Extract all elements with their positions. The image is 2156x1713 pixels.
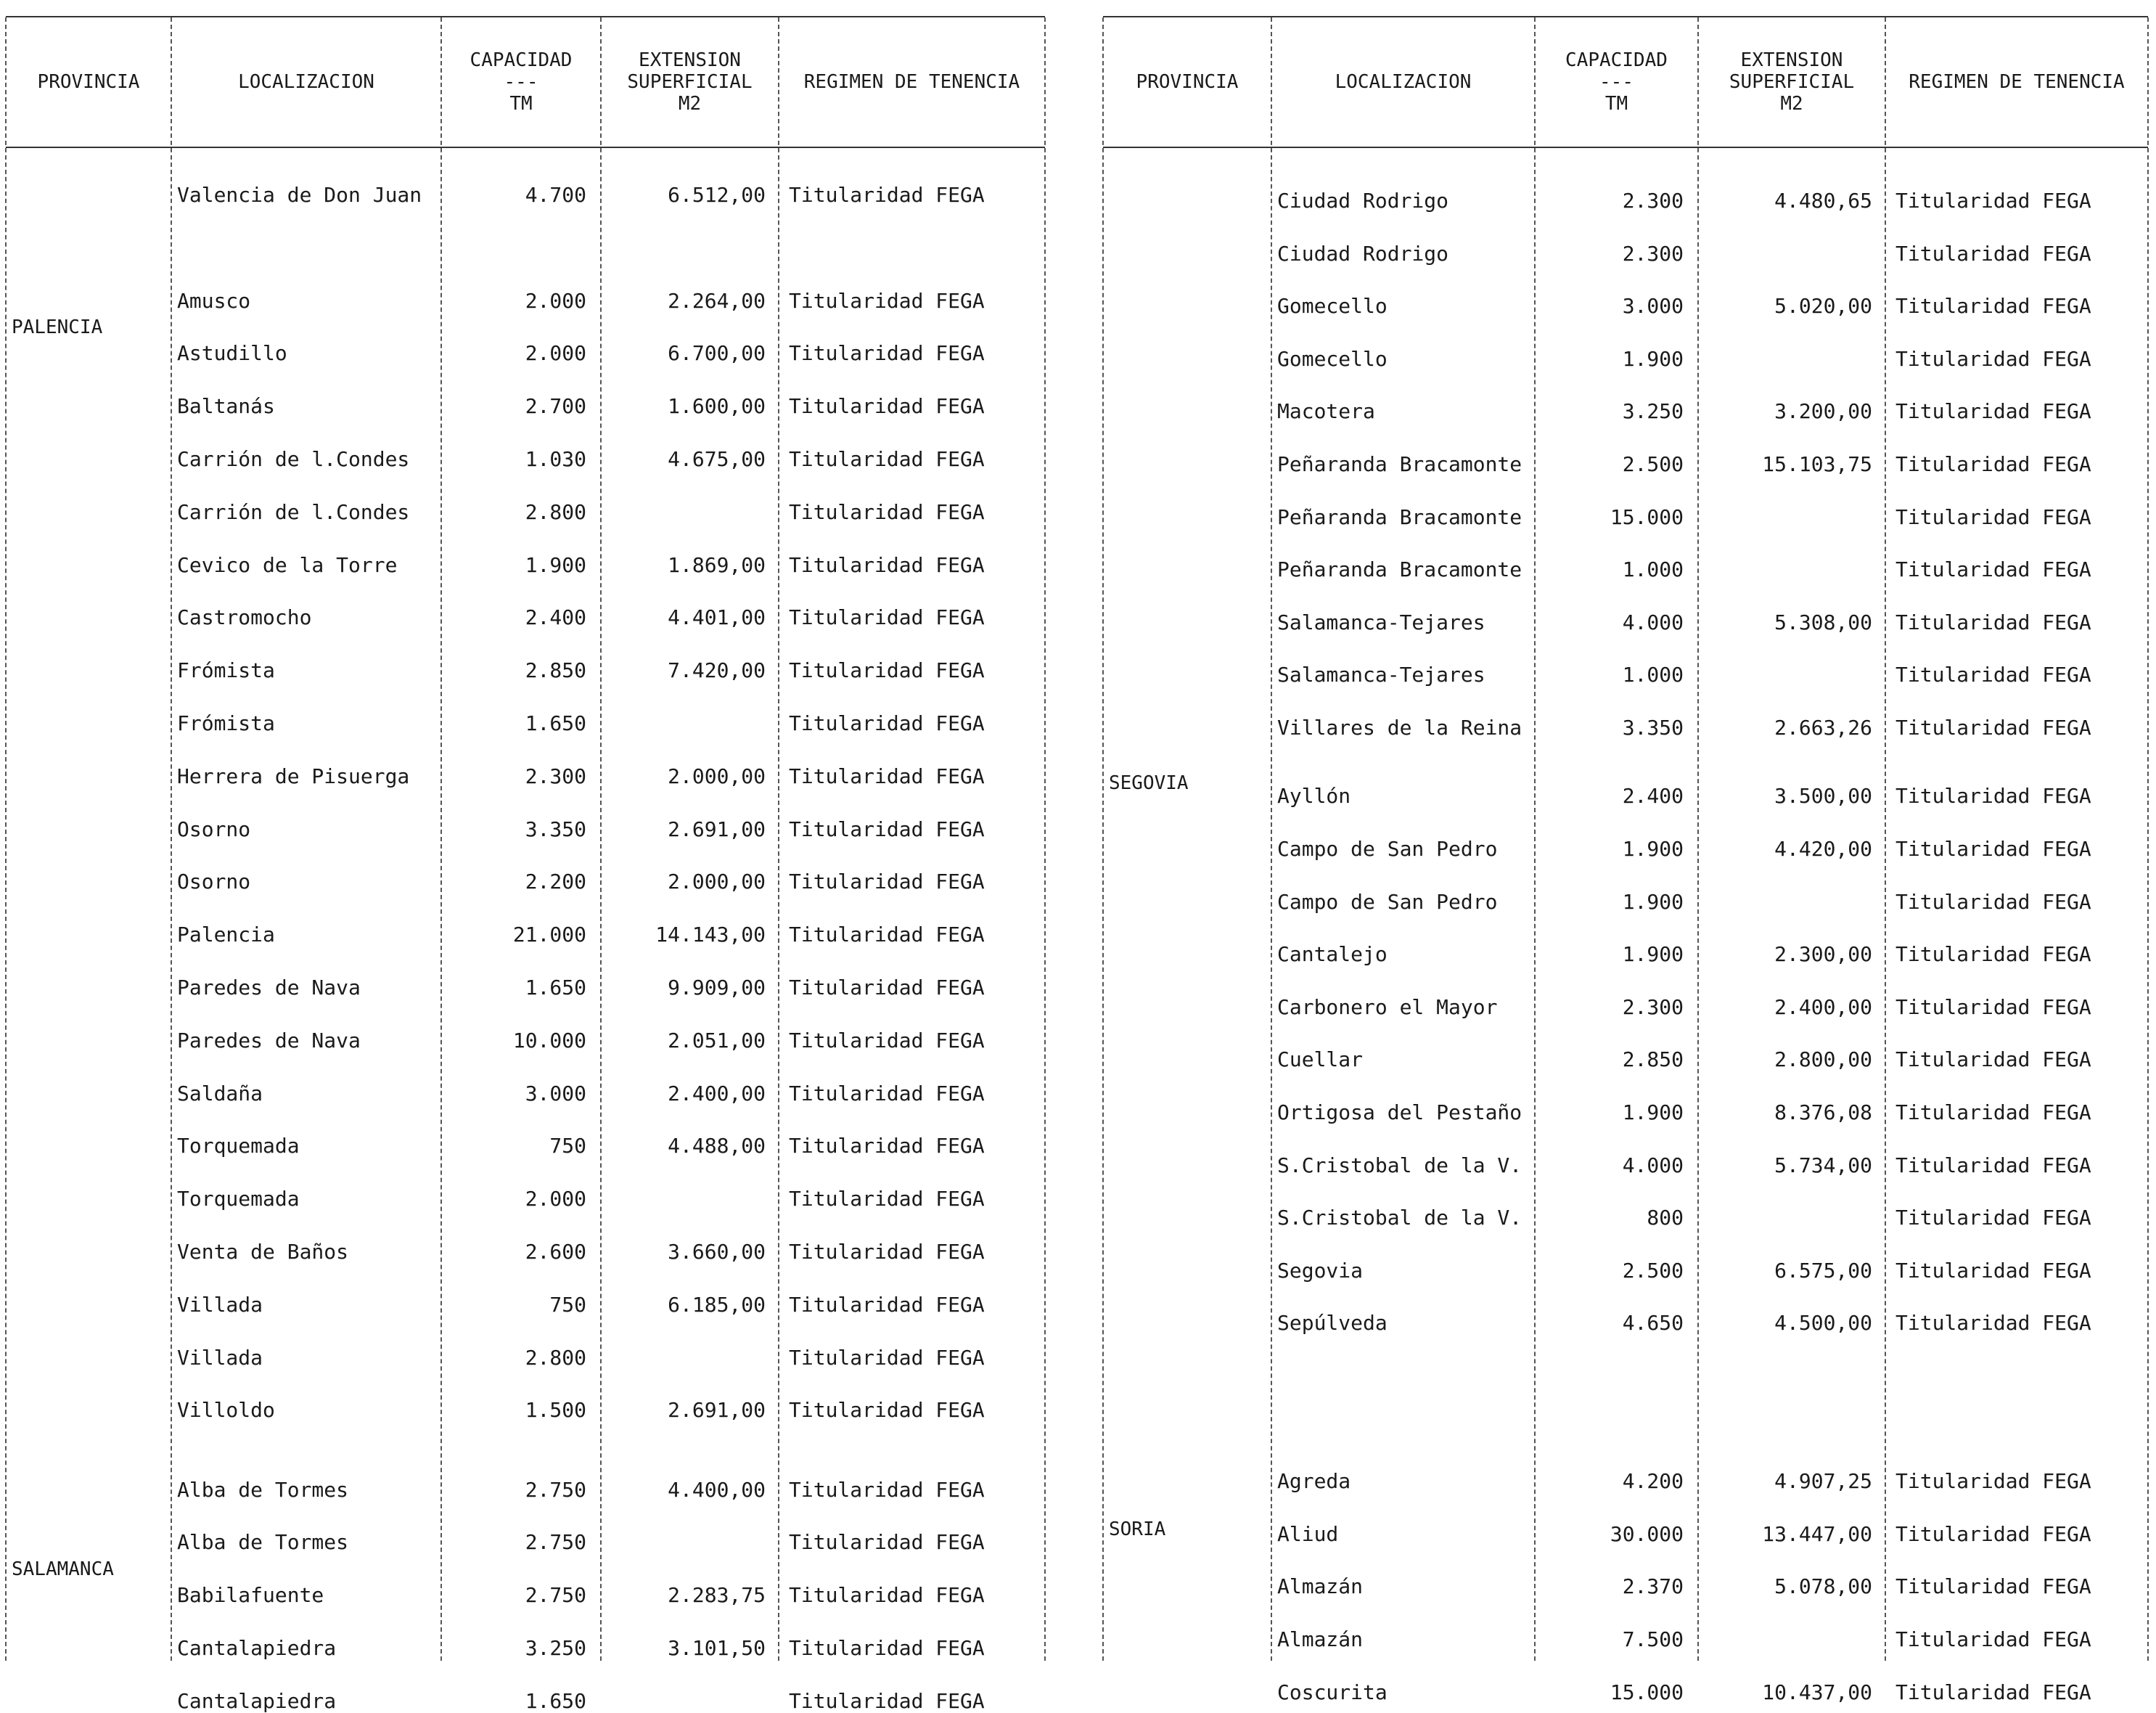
extension-cell: 4.500,00 bbox=[1774, 1311, 1872, 1336]
location-cell: Cantalapiedra bbox=[177, 1636, 337, 1660]
column-rule bbox=[1271, 17, 1272, 1661]
regimen-cell: Titularidad FEGA bbox=[1895, 557, 2091, 582]
extension-cell: 5.020,00 bbox=[1774, 294, 1872, 319]
regimen-cell: Titularidad FEGA bbox=[789, 447, 985, 471]
capacity-cell: 2.800 bbox=[525, 1345, 586, 1370]
capacity-cell: 1.650 bbox=[525, 711, 586, 735]
capacity-cell: 4.650 bbox=[1622, 1311, 1684, 1336]
location-cell: Astudillo bbox=[177, 341, 287, 366]
extension-cell: 4.675,00 bbox=[668, 447, 766, 471]
capacity-cell: 4.000 bbox=[1622, 1153, 1684, 1177]
location-cell: Venta de Baños bbox=[177, 1240, 349, 1264]
table-header bbox=[6, 17, 1045, 148]
column-rule bbox=[1102, 17, 1104, 1661]
extension-cell: 2.691,00 bbox=[668, 1398, 766, 1423]
location-cell: Babilafuente bbox=[177, 1583, 324, 1608]
regimen-cell: Titularidad FEGA bbox=[1895, 399, 2091, 424]
column-rule bbox=[5, 17, 7, 1661]
location-cell: Carrión de l.Condes bbox=[177, 447, 410, 471]
extension-cell: 2.800,00 bbox=[1774, 1047, 1872, 1072]
extension-cell: 5.078,00 bbox=[1774, 1574, 1872, 1599]
location-cell: Gomecello bbox=[1277, 294, 1388, 319]
regimen-cell: Titularidad FEGA bbox=[1895, 994, 2091, 1019]
location-cell: Frómista bbox=[177, 658, 275, 683]
regimen-cell: Titularidad FEGA bbox=[789, 870, 985, 894]
capacity-cell: 2.400 bbox=[1622, 784, 1684, 809]
location-cell: Campo de San Pedro bbox=[1277, 889, 1498, 914]
capacity-cell: 3.000 bbox=[525, 1081, 586, 1105]
regimen-cell: Titularidad FEGA bbox=[1895, 1627, 2091, 1651]
location-cell: Baltanás bbox=[177, 394, 275, 419]
header-extension: EXTENSION SUPERFICIAL M2 bbox=[627, 49, 753, 115]
regimen-cell: Titularidad FEGA bbox=[789, 394, 985, 419]
header-provincia: PROVINCIA bbox=[37, 71, 140, 93]
regimen-cell: Titularidad FEGA bbox=[1895, 1574, 2091, 1599]
capacity-cell: 2.300 bbox=[1622, 241, 1684, 266]
capacity-cell: 750 bbox=[549, 1134, 586, 1158]
table-left bbox=[6, 16, 1045, 1713]
location-cell: Salamanca-Tejares bbox=[1277, 663, 1485, 687]
regimen-cell: Titularidad FEGA bbox=[789, 1636, 985, 1660]
location-cell: Saldaña bbox=[177, 1081, 263, 1105]
extension-cell: 6.575,00 bbox=[1774, 1258, 1872, 1283]
capacity-cell: 30.000 bbox=[1610, 1521, 1684, 1546]
regimen-cell: Titularidad FEGA bbox=[789, 1583, 985, 1608]
location-cell: Cantalapiedra bbox=[177, 1688, 337, 1713]
regimen-cell: Titularidad FEGA bbox=[1895, 452, 2091, 476]
extension-cell: 13.447,00 bbox=[1762, 1521, 1872, 1546]
capacity-cell: 750 bbox=[549, 1292, 586, 1317]
capacity-cell: 7.500 bbox=[1622, 1627, 1684, 1651]
regimen-cell: Titularidad FEGA bbox=[1895, 1521, 2091, 1546]
capacity-cell: 2.850 bbox=[525, 658, 586, 683]
capacity-cell: 800 bbox=[1647, 1206, 1684, 1230]
extension-cell: 2.264,00 bbox=[668, 288, 766, 313]
regimen-cell: Titularidad FEGA bbox=[789, 764, 985, 788]
location-cell: Villoldo bbox=[177, 1398, 275, 1423]
location-cell: Ciudad Rodrigo bbox=[1277, 241, 1449, 266]
location-cell: Amusco bbox=[177, 288, 251, 313]
location-cell: Peñaranda Bracamonte bbox=[1277, 452, 1522, 476]
location-cell: Palencia bbox=[177, 923, 275, 947]
capacity-cell: 2.750 bbox=[525, 1477, 586, 1502]
extension-cell: 3.500,00 bbox=[1774, 784, 1872, 809]
capacity-cell: 1.900 bbox=[1622, 1100, 1684, 1124]
regimen-cell: Titularidad FEGA bbox=[789, 817, 985, 841]
capacity-cell: 2.800 bbox=[525, 499, 586, 524]
capacity-cell: 3.000 bbox=[1622, 294, 1684, 319]
regimen-cell: Titularidad FEGA bbox=[1895, 836, 2091, 861]
regimen-cell: Titularidad FEGA bbox=[789, 1028, 985, 1052]
location-cell: Macotera bbox=[1277, 399, 1375, 424]
header-extension: EXTENSION SUPERFICIAL M2 bbox=[1729, 49, 1855, 115]
location-cell: Villares de la Reina bbox=[1277, 716, 1522, 740]
regimen-cell: Titularidad FEGA bbox=[1895, 294, 2091, 319]
regimen-cell: Titularidad FEGA bbox=[1895, 189, 2091, 213]
location-cell: Aliud bbox=[1277, 1521, 1339, 1546]
capacity-cell: 2.370 bbox=[1622, 1574, 1684, 1599]
column-rule bbox=[171, 17, 172, 1661]
regimen-cell: Titularidad FEGA bbox=[1895, 504, 2091, 529]
extension-cell: 1.600,00 bbox=[668, 394, 766, 419]
capacity-cell: 2.300 bbox=[1622, 994, 1684, 1019]
capacity-cell: 1.000 bbox=[1622, 663, 1684, 687]
capacity-cell: 3.250 bbox=[525, 1636, 586, 1660]
extension-cell: 2.691,00 bbox=[668, 817, 766, 841]
regimen-cell: Titularidad FEGA bbox=[1895, 241, 2091, 266]
header-capacidad: CAPACIDAD --- TM bbox=[470, 49, 573, 115]
capacity-cell: 4.200 bbox=[1622, 1469, 1684, 1494]
extension-cell: 2.663,26 bbox=[1774, 716, 1872, 740]
capacity-cell: 15.000 bbox=[1610, 504, 1684, 529]
location-cell: Villada bbox=[177, 1345, 263, 1370]
capacity-cell: 2.600 bbox=[525, 1240, 586, 1264]
capacity-cell: 2.300 bbox=[1622, 189, 1684, 213]
extension-cell: 4.480,65 bbox=[1774, 189, 1872, 213]
extension-cell: 6.512,00 bbox=[668, 183, 766, 207]
location-cell: Cuellar bbox=[1277, 1047, 1364, 1072]
regimen-cell: Titularidad FEGA bbox=[1895, 610, 2091, 634]
province-label: PALENCIA bbox=[12, 316, 103, 338]
location-cell: Paredes de Nava bbox=[177, 1028, 361, 1052]
capacity-cell: 2.000 bbox=[525, 288, 586, 313]
location-cell: Almazán bbox=[1277, 1574, 1364, 1599]
extension-cell: 1.869,00 bbox=[668, 552, 766, 577]
capacity-cell: 15.000 bbox=[1610, 1680, 1684, 1704]
regimen-cell: Titularidad FEGA bbox=[1895, 1469, 2091, 1494]
column-rule bbox=[1044, 17, 1046, 1661]
location-cell: Castromocho bbox=[177, 605, 312, 630]
table-header bbox=[1103, 17, 2148, 148]
location-cell: Carrión de l.Condes bbox=[177, 499, 410, 524]
capacity-cell: 1.900 bbox=[525, 552, 586, 577]
location-cell: Segovia bbox=[1277, 1258, 1364, 1283]
header-localizacion: LOCALIZACION bbox=[238, 71, 374, 93]
header-regimen: REGIMEN DE TENENCIA bbox=[1909, 71, 2125, 93]
regimen-cell: Titularidad FEGA bbox=[1895, 784, 2091, 809]
regimen-cell: Titularidad FEGA bbox=[789, 1398, 985, 1423]
regimen-cell: Titularidad FEGA bbox=[1895, 1311, 2091, 1336]
location-cell: Agreda bbox=[1277, 1469, 1351, 1494]
header-regimen: REGIMEN DE TENENCIA bbox=[803, 71, 1020, 93]
capacity-cell: 2.850 bbox=[1622, 1047, 1684, 1072]
capacity-cell: 3.250 bbox=[1622, 399, 1684, 424]
regimen-cell: Titularidad FEGA bbox=[1895, 889, 2091, 914]
regimen-cell: Titularidad FEGA bbox=[1895, 1047, 2091, 1072]
column-rule bbox=[778, 17, 779, 1661]
header-capacidad: CAPACIDAD --- TM bbox=[1565, 49, 1668, 115]
location-cell: Cantalejo bbox=[1277, 942, 1388, 967]
capacity-cell: 2.000 bbox=[525, 341, 586, 366]
location-cell: Peñaranda Bracamonte bbox=[1277, 557, 1522, 582]
column-rule bbox=[2147, 17, 2149, 1661]
regimen-cell: Titularidad FEGA bbox=[789, 605, 985, 630]
regimen-cell: Titularidad FEGA bbox=[789, 1240, 985, 1264]
regimen-cell: Titularidad FEGA bbox=[789, 1134, 985, 1158]
capacity-cell: 1.650 bbox=[525, 976, 586, 999]
location-cell: Osorno bbox=[177, 817, 251, 841]
regimen-cell: Titularidad FEGA bbox=[1895, 1258, 2091, 1283]
capacity-cell: 2.500 bbox=[1622, 452, 1684, 476]
extension-cell: 4.907,25 bbox=[1774, 1469, 1872, 1494]
regimen-cell: Titularidad FEGA bbox=[1895, 1206, 2091, 1230]
regimen-cell: Titularidad FEGA bbox=[789, 499, 985, 524]
extension-cell: 15.103,75 bbox=[1762, 452, 1872, 476]
extension-cell: 4.400,00 bbox=[668, 1477, 766, 1502]
capacity-cell: 4.000 bbox=[1622, 610, 1684, 634]
regimen-cell: Titularidad FEGA bbox=[789, 288, 985, 313]
regimen-cell: Titularidad FEGA bbox=[789, 1688, 985, 1713]
extension-cell: 3.660,00 bbox=[668, 1240, 766, 1264]
extension-cell: 2.400,00 bbox=[1774, 994, 1872, 1019]
regimen-cell: Titularidad FEGA bbox=[1895, 1680, 2091, 1704]
regimen-cell: Titularidad FEGA bbox=[1895, 1153, 2091, 1177]
header-localizacion: LOCALIZACION bbox=[1335, 71, 1472, 93]
extension-cell: 4.420,00 bbox=[1774, 836, 1872, 861]
capacity-cell: 2.200 bbox=[525, 870, 586, 894]
capacity-cell: 1.650 bbox=[525, 1688, 586, 1713]
location-cell: Campo de San Pedro bbox=[1277, 836, 1498, 861]
regimen-cell: Titularidad FEGA bbox=[789, 1081, 985, 1105]
capacity-cell: 4.700 bbox=[525, 183, 586, 207]
extension-cell: 2.283,75 bbox=[668, 1583, 766, 1608]
extension-cell: 6.700,00 bbox=[668, 341, 766, 366]
location-cell: Valencia de Don Juan bbox=[177, 183, 422, 207]
regimen-cell: Titularidad FEGA bbox=[789, 976, 985, 999]
capacity-cell: 1.900 bbox=[1622, 836, 1684, 861]
location-cell: Osorno bbox=[177, 870, 251, 894]
capacity-cell: 1.900 bbox=[1622, 942, 1684, 967]
province-label: SEGOVIA bbox=[1109, 772, 1189, 794]
location-cell: Torquemada bbox=[177, 1134, 300, 1158]
location-cell: Salamanca-Tejares bbox=[1277, 610, 1485, 634]
extension-cell: 4.488,00 bbox=[668, 1134, 766, 1158]
regimen-cell: Titularidad FEGA bbox=[789, 552, 985, 577]
regimen-cell: Titularidad FEGA bbox=[789, 341, 985, 366]
location-cell: S.Cristobal de la V. bbox=[1277, 1153, 1522, 1177]
location-cell: Villada bbox=[177, 1292, 263, 1317]
location-cell: S.Cristobal de la V. bbox=[1277, 1206, 1522, 1230]
location-cell: Sepúlveda bbox=[1277, 1311, 1388, 1336]
location-cell: Herrera de Pisuerga bbox=[177, 764, 410, 788]
extension-cell: 3.101,50 bbox=[668, 1636, 766, 1660]
extension-cell: 8.376,08 bbox=[1774, 1100, 1872, 1124]
regimen-cell: Titularidad FEGA bbox=[789, 1292, 985, 1317]
capacity-cell: 1.900 bbox=[1622, 889, 1684, 914]
extension-cell: 3.200,00 bbox=[1774, 399, 1872, 424]
location-cell: Ayllón bbox=[1277, 784, 1351, 809]
regimen-cell: Titularidad FEGA bbox=[1895, 716, 2091, 740]
capacity-cell: 1.030 bbox=[525, 447, 586, 471]
regimen-cell: Titularidad FEGA bbox=[789, 923, 985, 947]
regimen-cell: Titularidad FEGA bbox=[1895, 942, 2091, 967]
capacity-cell: 2.750 bbox=[525, 1530, 586, 1555]
extension-cell: 2.051,00 bbox=[668, 1028, 766, 1052]
regimen-cell: Titularidad FEGA bbox=[1895, 346, 2091, 371]
extension-cell: 2.400,00 bbox=[668, 1081, 766, 1105]
regimen-cell: Titularidad FEGA bbox=[789, 1477, 985, 1502]
location-cell: Paredes de Nava bbox=[177, 976, 361, 999]
extension-cell: 2.000,00 bbox=[668, 764, 766, 788]
location-cell: Frómista bbox=[177, 711, 275, 735]
location-cell: Cevico de la Torre bbox=[177, 552, 398, 577]
capacity-cell: 1.000 bbox=[1622, 557, 1684, 582]
capacity-cell: 1.900 bbox=[1622, 346, 1684, 371]
regimen-cell: Titularidad FEGA bbox=[1895, 663, 2091, 687]
capacity-cell: 2.400 bbox=[525, 605, 586, 630]
header-provincia: PROVINCIA bbox=[1136, 71, 1239, 93]
extension-cell: 5.308,00 bbox=[1774, 610, 1872, 634]
capacity-cell: 3.350 bbox=[525, 817, 586, 841]
province-label: SALAMANCA bbox=[12, 1558, 114, 1580]
extension-cell: 14.143,00 bbox=[655, 923, 766, 947]
table-right bbox=[1103, 16, 2148, 1704]
location-cell: Peñaranda Bracamonte bbox=[1277, 504, 1522, 529]
extension-cell: 2.300,00 bbox=[1774, 942, 1872, 967]
location-cell: Torquemada bbox=[177, 1187, 300, 1211]
location-cell: Almazán bbox=[1277, 1627, 1364, 1651]
extension-cell: 4.401,00 bbox=[668, 605, 766, 630]
location-cell: Ciudad Rodrigo bbox=[1277, 189, 1449, 213]
location-cell: Coscurita bbox=[1277, 1680, 1388, 1704]
capacity-cell: 1.500 bbox=[525, 1398, 586, 1423]
capacity-cell: 10.000 bbox=[512, 1028, 586, 1052]
location-cell: Carbonero el Mayor bbox=[1277, 994, 1498, 1019]
regimen-cell: Titularidad FEGA bbox=[789, 711, 985, 735]
location-cell: Ortigosa del Pestaño bbox=[1277, 1100, 1522, 1124]
capacity-cell: 3.350 bbox=[1622, 716, 1684, 740]
capacity-cell: 2.750 bbox=[525, 1583, 586, 1608]
regimen-cell: Titularidad FEGA bbox=[789, 658, 985, 683]
extension-cell: 10.437,00 bbox=[1762, 1680, 1872, 1704]
province-label: SORIA bbox=[1109, 1518, 1166, 1540]
regimen-cell: Titularidad FEGA bbox=[789, 1187, 985, 1211]
location-cell: Alba de Tormes bbox=[177, 1477, 349, 1502]
regimen-cell: Titularidad FEGA bbox=[789, 1345, 985, 1370]
column-rule bbox=[1885, 17, 1886, 1661]
regimen-cell: Titularidad FEGA bbox=[1895, 1100, 2091, 1124]
extension-cell: 6.185,00 bbox=[668, 1292, 766, 1317]
location-cell: Alba de Tormes bbox=[177, 1530, 349, 1555]
extension-cell: 2.000,00 bbox=[668, 870, 766, 894]
capacity-cell: 2.500 bbox=[1622, 1258, 1684, 1283]
capacity-cell: 2.300 bbox=[525, 764, 586, 788]
capacity-cell: 2.700 bbox=[525, 394, 586, 419]
location-cell: Gomecello bbox=[1277, 346, 1388, 371]
regimen-cell: Titularidad FEGA bbox=[789, 183, 985, 207]
extension-cell: 5.734,00 bbox=[1774, 1153, 1872, 1177]
capacity-cell: 21.000 bbox=[512, 923, 586, 947]
extension-cell: 7.420,00 bbox=[668, 658, 766, 683]
capacity-cell: 2.000 bbox=[525, 1187, 586, 1211]
extension-cell: 9.909,00 bbox=[668, 976, 766, 999]
regimen-cell: Titularidad FEGA bbox=[789, 1530, 985, 1555]
